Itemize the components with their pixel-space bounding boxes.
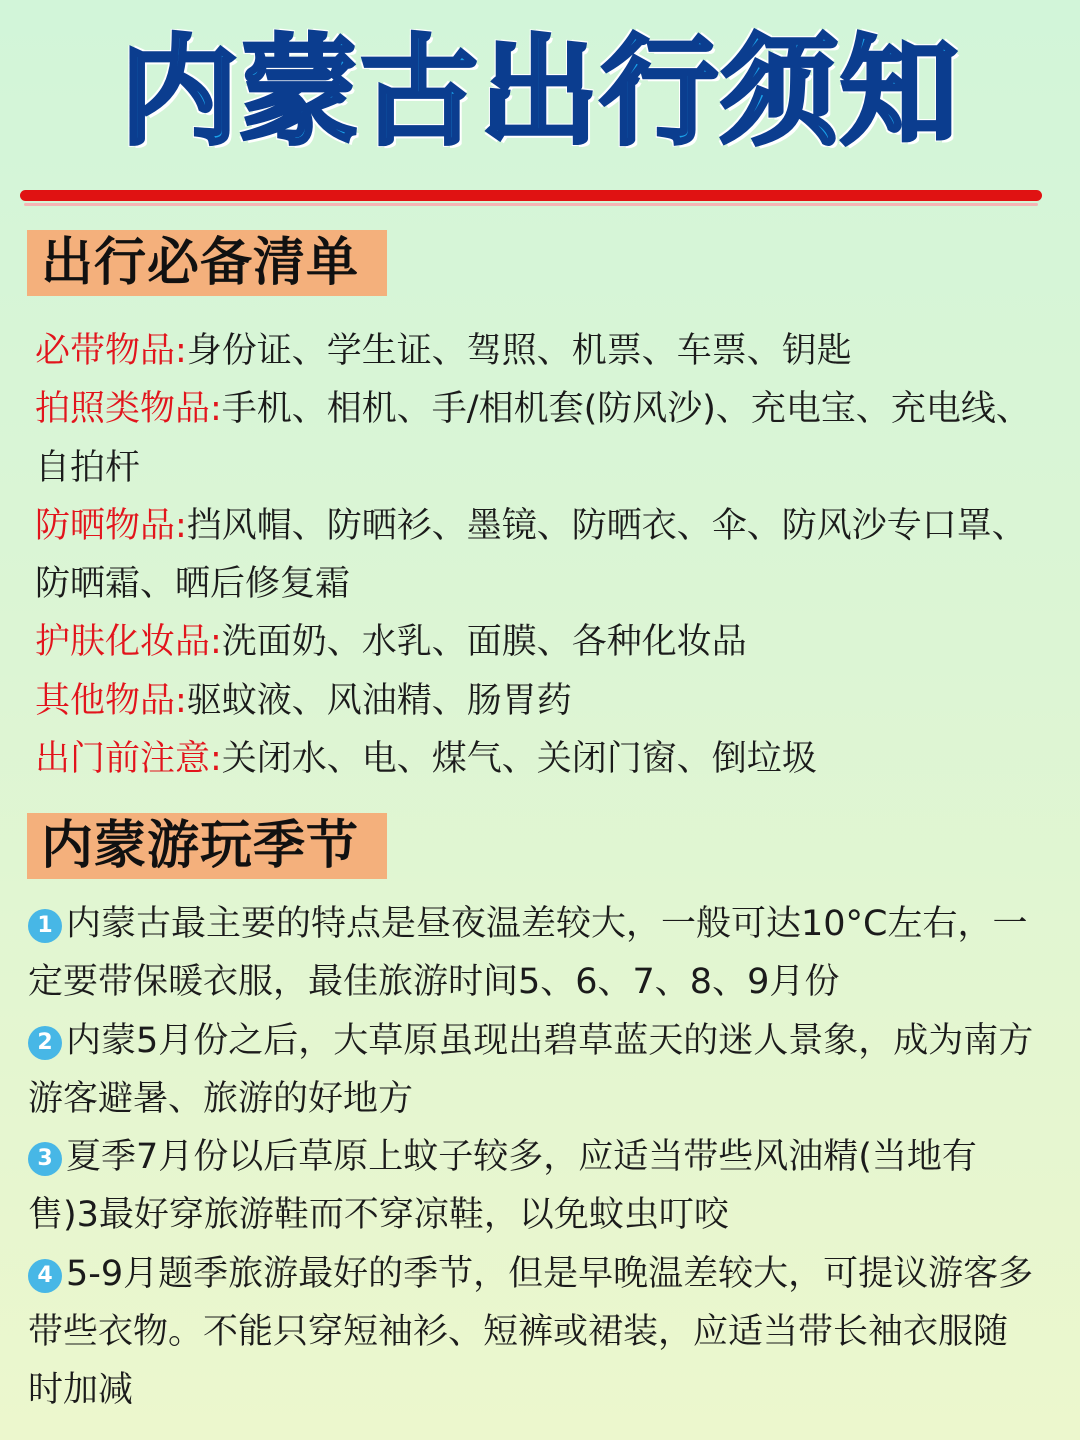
item-text: 身份证、学生证、驾照、机票、车票、钥匙 <box>186 331 852 371</box>
list-item <box>35 613 1035 671</box>
number-2-icon: 2 <box>28 1026 62 1060</box>
list-item <box>35 380 1035 497</box>
list-item <box>35 497 1035 614</box>
note-text: 内蒙古最主要的特点是昼夜温差较大，一般可达10°C左右，一定要带保暖衣服，最佳旅游时间5、6、7、8、9月份 <box>28 904 1028 1003</box>
note-item <box>28 1012 1038 1129</box>
number-1-icon: 1 <box>28 909 62 943</box>
checklist <box>35 322 1035 788</box>
season-header: 内蒙游玩季节 <box>27 813 387 879</box>
list-item <box>35 672 1035 730</box>
item-category: 出门前注意: <box>35 739 222 780</box>
item-category: 其他物品: <box>35 680 187 721</box>
note-item <box>28 1128 1038 1245</box>
item-text: 挡风帽、防晒衫、墨镜、防晒衣、伞、防风沙专口罩、防晒霜、晒后修复霜 <box>35 505 1027 605</box>
item-category: 防晒物品: <box>35 505 187 546</box>
checklist-header: 出行必备清单 <box>27 230 387 296</box>
item-category: 护肤化妆品: <box>35 622 222 663</box>
season-notes <box>28 895 1038 1420</box>
item-category: 拍照类物品: <box>35 389 222 430</box>
list-item <box>35 322 1035 380</box>
note-text: 5-9月题季旅游最好的季节，但是早晚温差较大，可提议游客多带些衣物。不能只穿短袖衫、短裤或裙装，应适当带长袖衣服随时加减 <box>28 1253 1034 1411</box>
number-3-icon: 3 <box>28 1142 62 1176</box>
item-text: 手机、相机、手/相机套(防风沙)、充电宝、充电线、自拍杆 <box>35 389 1031 488</box>
note-item <box>28 895 1038 1012</box>
item-category: 必带物品: <box>35 331 187 371</box>
note-item <box>28 1245 1038 1420</box>
list-item <box>35 730 1035 788</box>
page-title: 内蒙古出行须知 <box>119 23 960 161</box>
item-text: 洗面奶、水乳、面膜、各种化妆品 <box>221 622 747 663</box>
number-4-icon: 4 <box>28 1259 62 1293</box>
item-text: 驱蚊液、风油精、肠胃药 <box>186 680 572 721</box>
note-text: 内蒙5月份之后，大草原虽现出碧草蓝天的迷人景象，成为南方游客避暑、旅游的好地方 <box>28 1020 1034 1119</box>
item-text: 关闭水、电、煤气、关闭门窗、倒垃圾 <box>221 739 817 780</box>
note-text: 夏季7月份以后草原上蚊子较多，应适当带些风油精(当地有售)3最好穿旅游鞋而不穿凉鞋，以免蚊虫叮咬 <box>28 1137 977 1236</box>
title-divider <box>20 190 1042 201</box>
